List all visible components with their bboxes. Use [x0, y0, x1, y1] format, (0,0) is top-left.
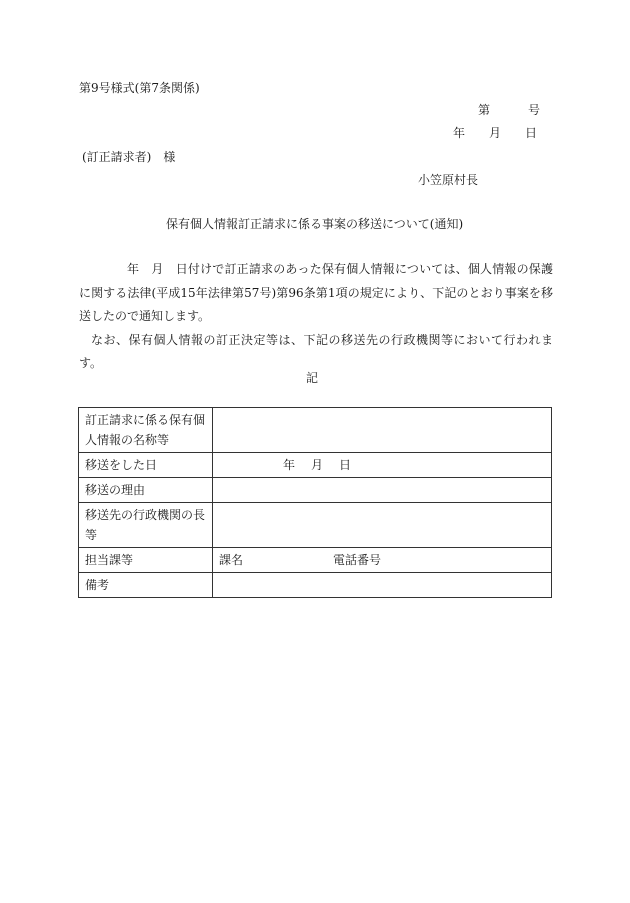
row-value-remarks — [213, 573, 552, 598]
department-name-label: 課名 — [219, 553, 244, 567]
body-paragraph-2: なお、保有個人情報の訂正決定等は、下記の移送先の行政機関等において行われます。 — [79, 332, 553, 370]
doc-date-month: 月 — [489, 126, 502, 140]
row-value-info-name — [213, 408, 552, 453]
row-label-remarks: 備考 — [79, 573, 213, 598]
table-row — [79, 573, 552, 598]
sender: 小笠原村長 — [418, 173, 479, 187]
row-label-department: 担当課等 — [79, 548, 213, 573]
table-row — [79, 548, 552, 573]
table-row — [79, 478, 552, 503]
detail-table — [78, 407, 552, 598]
row-value-department — [213, 548, 552, 573]
doc-date-day: 日 — [525, 126, 538, 140]
table-row — [79, 453, 552, 478]
body-paragraph-1: 年 月 日付けで訂正請求のあった保有個人情報については、個人情報の保護に関する法律(平成15年法律第57号)第96条第1項の規定により、下記のとおり事案を移送したので通知します。 — [79, 262, 553, 323]
ki-heading: 記 — [306, 371, 319, 385]
row-label-destination-head: 移送先の行政機関の長等 — [79, 503, 213, 548]
transfer-date-year: 年 — [283, 458, 296, 472]
document-date — [453, 125, 537, 141]
doc-date-year: 年 — [453, 126, 466, 140]
body-text — [79, 258, 553, 376]
form-number: 第9号様式(第7条関係) — [79, 81, 200, 95]
row-value-destination-head — [213, 503, 552, 548]
recipient — [82, 149, 175, 165]
row-label-transfer-reason: 移送の理由 — [79, 478, 213, 503]
recipient-name: (訂正請求者) — [82, 150, 152, 164]
row-label-transfer-date: 移送をした日 — [79, 453, 213, 478]
transfer-date-day: 日 — [339, 458, 352, 472]
table-row — [79, 503, 552, 548]
document-number — [478, 102, 540, 118]
table-row — [79, 408, 552, 453]
row-label-info-name: 訂正請求に係る保有個人情報の名称等 — [79, 408, 213, 453]
doc-number-prefix: 第 — [478, 103, 491, 117]
doc-number-suffix: 号 — [528, 103, 541, 117]
transfer-date-month: 月 — [311, 458, 324, 472]
row-value-transfer-reason — [213, 478, 552, 503]
row-value-transfer-date — [213, 453, 552, 478]
recipient-honorific: 様 — [163, 150, 176, 164]
document-title: 保有個人情報訂正請求に係る事案の移送について(通知) — [166, 217, 464, 231]
phone-number-label: 電話番号 — [333, 553, 382, 567]
